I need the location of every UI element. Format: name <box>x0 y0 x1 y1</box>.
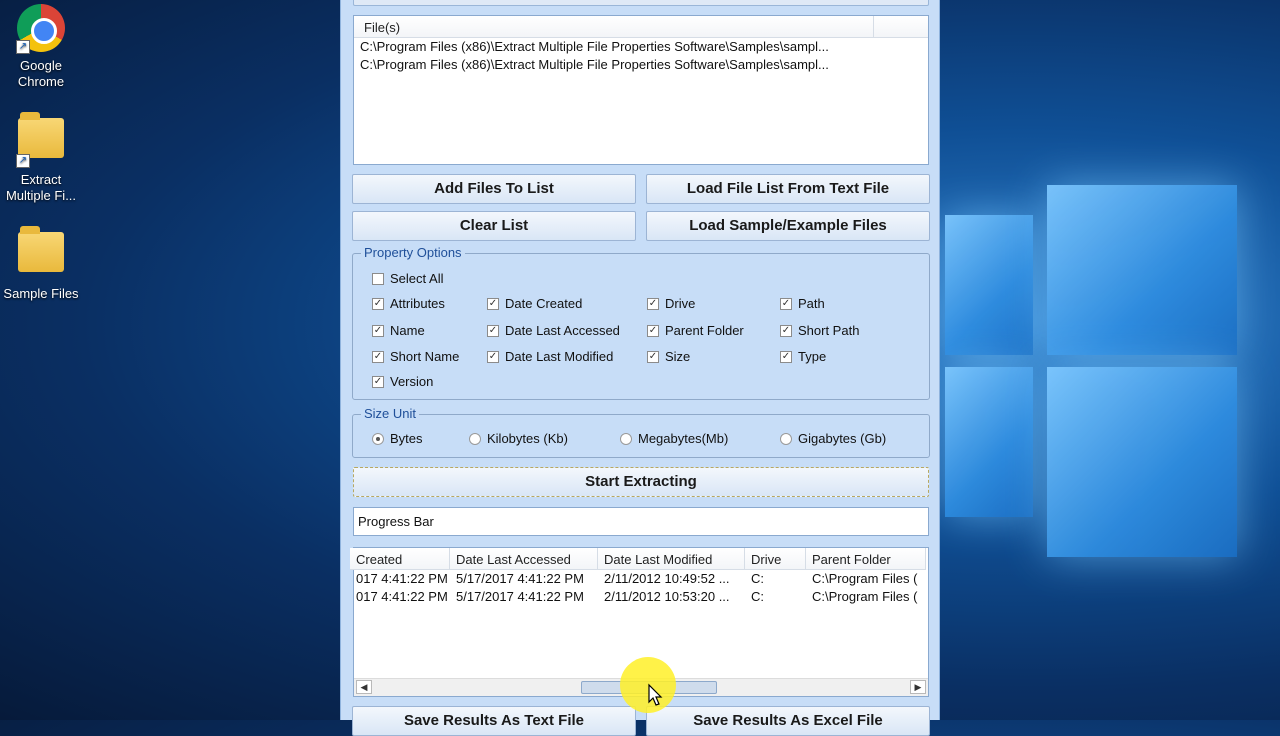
table-cell[interactable]: 5/17/2017 4:41:22 PM <box>456 589 584 604</box>
app-folder-icon <box>16 118 66 168</box>
progress-bar: Progress Bar <box>353 507 929 536</box>
checkbox-label: Short Name <box>390 349 460 364</box>
table-cell[interactable]: C: <box>751 571 764 586</box>
logo-pane-bottom-right <box>1047 367 1237 557</box>
file-row[interactable]: C:\Program Files (x86)\Extract Multiple File Properties Software\Samples\sampl... <box>360 39 829 54</box>
table-cell[interactable]: 017 4:41:22 PM <box>356 571 448 586</box>
radio-bytes[interactable] <box>372 431 423 446</box>
size-unit-title: Size Unit <box>361 406 419 421</box>
shortcut-arrow-icon: ↗ <box>16 40 30 54</box>
radio-kilobytes[interactable] <box>469 431 568 446</box>
checkmark-icon: ✓ <box>781 350 791 362</box>
checkbox-type[interactable] <box>780 349 826 364</box>
checkmark-icon: ✓ <box>488 350 498 362</box>
checkbox-path[interactable] <box>780 296 825 311</box>
property-options-group <box>352 245 930 400</box>
checkmark-icon: ✓ <box>648 324 658 336</box>
logo-pane-top-left <box>945 215 1033 355</box>
shortcut-arrow-icon: ↗ <box>16 154 30 168</box>
size-unit-group <box>352 406 930 458</box>
checkmark-icon: ✓ <box>488 324 498 336</box>
checkmark-icon: ✓ <box>373 297 383 309</box>
radio-gigabytes[interactable] <box>780 431 886 446</box>
checkbox-date-last-accessed[interactable] <box>487 323 620 338</box>
checkbox-label: Date Created <box>505 296 583 311</box>
property-options-title: Property Options <box>361 245 465 260</box>
checkmark-icon: ✓ <box>488 297 498 309</box>
scroll-right-icon[interactable]: ▶ <box>910 680 926 694</box>
checkbox-label: Type <box>798 349 827 364</box>
files-column-header[interactable]: File(s) <box>354 16 874 37</box>
table-cell[interactable]: C:\Program Files ( <box>812 589 918 604</box>
desktop-icon-extract[interactable] <box>0 118 82 204</box>
checkmark-icon: ✓ <box>781 297 791 309</box>
checkmark-icon: ✓ <box>648 350 658 362</box>
column-header-date-last-modified[interactable]: Date Last Modified <box>598 548 745 570</box>
app-window <box>340 0 940 729</box>
checkbox-drive[interactable] <box>647 296 695 311</box>
checkmark-icon: ✓ <box>373 350 383 362</box>
radio-label: Megabytes(Mb) <box>638 431 729 446</box>
checkbox-icon <box>372 273 384 285</box>
files-column-spacer <box>874 16 928 37</box>
column-header-parent-folder[interactable]: Parent Folder <box>806 548 926 570</box>
desktop-icon-label: Sample Files <box>3 286 79 301</box>
radio-icon <box>620 433 632 445</box>
windows-logo <box>945 185 1245 655</box>
radio-label: Gigabytes (Gb) <box>798 431 887 446</box>
column-header-drive[interactable]: Drive <box>745 548 806 570</box>
load-sample-files-button[interactable]: Load Sample/Example Files <box>646 211 930 241</box>
checkbox-label: Name <box>390 323 425 338</box>
add-files-button[interactable]: Add Files To List <box>352 174 636 204</box>
checkbox-label: Path <box>798 296 825 311</box>
desktop-icon-sample-files[interactable] <box>0 232 82 302</box>
checkbox-label: Short Path <box>798 323 860 338</box>
logo-pane-top-right <box>1047 185 1237 355</box>
table-cell[interactable]: C: <box>751 589 764 604</box>
checkbox-label: Parent Folder <box>665 323 744 338</box>
file-row[interactable]: C:\Program Files (x86)\Extract Multiple File Properties Software\Samples\sampl... <box>360 57 829 72</box>
desktop-icon-chrome[interactable] <box>0 4 82 90</box>
desktop-icon-label: Extract Multiple Fi... <box>5 172 77 203</box>
checkbox-date-last-modified[interactable] <box>487 349 613 364</box>
checkbox-label: Drive <box>665 296 696 311</box>
checkmark-icon: ✓ <box>781 324 791 336</box>
scroll-left-icon[interactable]: ◀ <box>356 680 372 694</box>
load-file-list-button[interactable]: Load File List From Text File <box>646 174 930 204</box>
checkbox-attributes[interactable] <box>372 296 445 311</box>
checkmark-icon: ✓ <box>373 324 383 336</box>
mouse-pointer-icon <box>648 684 662 706</box>
save-excel-file-button[interactable]: Save Results As Excel File <box>646 706 930 736</box>
checkbox-label: Size <box>665 349 691 364</box>
checkmark-icon: ✓ <box>373 375 383 387</box>
checkbox-label: Version <box>390 374 434 389</box>
table-cell[interactable]: C:\Program Files ( <box>812 571 918 586</box>
checkbox-version[interactable] <box>372 374 433 389</box>
save-text-file-button[interactable]: Save Results As Text File <box>352 706 636 736</box>
table-cell[interactable]: 2/11/2012 10:49:52 ... <box>604 571 730 586</box>
start-extracting-button[interactable]: Start Extracting <box>353 467 929 497</box>
checkmark-icon: ✓ <box>648 297 658 309</box>
column-header-created[interactable]: Created <box>350 548 450 570</box>
folder-icon <box>16 232 66 282</box>
checkbox-size[interactable] <box>647 349 690 364</box>
radio-label: Kilobytes (Kb) <box>487 431 568 446</box>
files-list-header <box>354 16 928 38</box>
checkbox-parent-folder[interactable] <box>647 323 744 338</box>
radio-megabytes[interactable] <box>620 431 728 446</box>
chrome-icon <box>16 4 66 54</box>
column-header-date-last-accessed[interactable]: Date Last Accessed <box>450 548 598 570</box>
table-cell[interactable]: 2/11/2012 10:53:20 ... <box>604 589 730 604</box>
checkbox-short-name[interactable] <box>372 349 459 364</box>
checkbox-label: Select All <box>390 271 444 286</box>
files-list[interactable] <box>353 15 929 165</box>
checkbox-label: Date Last Modified <box>505 349 614 364</box>
desktop-icon-label: Google Chrome <box>17 58 65 89</box>
radio-label: Bytes <box>390 431 423 446</box>
checkbox-label: Date Last Accessed <box>505 323 620 338</box>
radio-icon <box>469 433 481 445</box>
logo-pane-bottom-left <box>945 367 1033 517</box>
select-all-checkbox[interactable] <box>372 271 443 286</box>
radio-selected-icon <box>372 433 384 445</box>
checkbox-short-path[interactable] <box>780 323 859 338</box>
top-strip <box>353 0 929 6</box>
checkbox-name[interactable] <box>372 323 425 338</box>
table-cell[interactable]: 017 4:41:22 PM <box>356 589 448 604</box>
checkbox-date-created[interactable] <box>487 296 582 311</box>
table-cell[interactable]: 5/17/2017 4:41:22 PM <box>456 571 584 586</box>
radio-icon <box>780 433 792 445</box>
clear-list-button[interactable]: Clear List <box>352 211 636 241</box>
checkbox-label: Attributes <box>390 296 445 311</box>
